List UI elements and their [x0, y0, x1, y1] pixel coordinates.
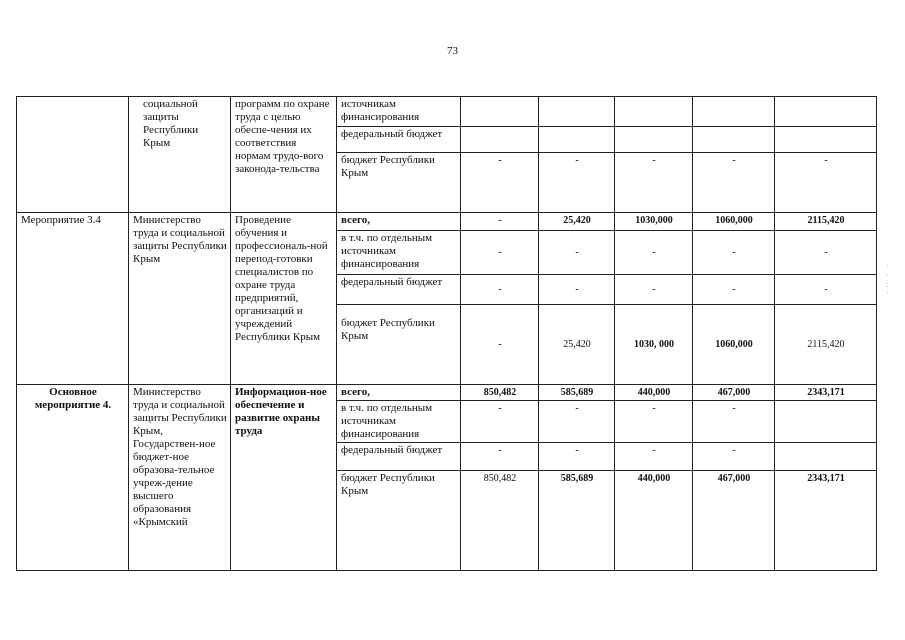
value-cell: - — [693, 401, 775, 443]
value-cell: - — [693, 443, 775, 471]
source-cell: федеральный бюджет — [337, 443, 461, 471]
value-cell: 850,482 — [461, 385, 539, 401]
value-cell: 440,000 — [615, 385, 693, 401]
value-cell: 2115,420 — [775, 213, 877, 231]
value-cell: - — [461, 443, 539, 471]
source-cell: в т.ч. по отдельным источникам финансирования — [337, 401, 461, 443]
description-cell: Проведение обучения и профессиональ-ной перепод-готовки специалистов по охране труда предприятий, организаций и учреждений Республики Крым — [231, 213, 337, 385]
executor-cell: социальной защиты Республики Крым — [129, 97, 231, 213]
value-cell: 2115,420 — [775, 305, 877, 385]
value-cell: - — [539, 401, 615, 443]
source-cell: федеральный бюджет — [337, 275, 461, 305]
source-total-cell: всего, — [337, 385, 461, 401]
description-cell: программ по охране труда с целью обеспе-чения их соответствия нормам трудо-вого законода-тельства — [231, 97, 337, 213]
program-activities-table — [16, 96, 877, 571]
value-cell: - — [461, 153, 539, 213]
value-cell: - — [461, 275, 539, 305]
page-number: 73 — [447, 45, 458, 57]
value-cell: 1060,000 — [693, 213, 775, 231]
source-cell: в т.ч. по отдельным источникам финансирования — [337, 231, 461, 275]
value-cell: 2343,171 — [775, 471, 877, 571]
source-cell: бюджет Республики Крым — [337, 305, 461, 385]
value-cell: - — [615, 275, 693, 305]
value-cell: - — [539, 275, 615, 305]
value-cell: 25,420 — [539, 213, 615, 231]
executor-cell: Министерство труда и социальной защиты Республики Крым — [129, 213, 231, 385]
description-cell: Информацион-ное обеспечение и развитие охраны труда — [231, 385, 337, 571]
value-cell: - — [539, 153, 615, 213]
value-cell: 585,689 — [539, 471, 615, 571]
value-cell: - — [539, 443, 615, 471]
value-cell: - — [775, 275, 877, 305]
table-row — [17, 97, 877, 127]
value-cell: - — [693, 231, 775, 275]
value-cell: - — [693, 275, 775, 305]
value-cell: - — [461, 401, 539, 443]
value-cell: - — [775, 231, 877, 275]
executor-cell: Министерство труда и социальной защиты Республики Крым, Государствен-ное бюджет-ное образова-тельное учреж-дение высшего образования «Крымский — [129, 385, 231, 571]
value-cell: 1030, 000 — [615, 305, 693, 385]
value-cell: - — [539, 231, 615, 275]
value-cell: 2343,171 — [775, 385, 877, 401]
event-cell: Основное мероприятие 4. — [17, 385, 129, 571]
table-row — [17, 385, 877, 401]
event-cell: Мероприятие 3.4 — [17, 213, 129, 385]
scan-artifact: · · : · — [886, 261, 889, 298]
value-cell: 1030,000 — [615, 213, 693, 231]
value-cell: - — [461, 305, 539, 385]
source-cell: бюджет Республики Крым — [337, 471, 461, 571]
value-cell: 440,000 — [615, 471, 693, 571]
value-cell: - — [775, 153, 877, 213]
value-cell: - — [461, 231, 539, 275]
value-cell: 25,420 — [539, 305, 615, 385]
table-row — [17, 213, 877, 231]
source-cell: федеральный бюджет — [337, 127, 461, 153]
source-cell: источникам финансирования — [337, 97, 461, 127]
value-cell: - — [461, 213, 539, 231]
value-cell — [775, 443, 877, 471]
source-total-cell: всего, — [337, 213, 461, 231]
value-cell: 467,000 — [693, 471, 775, 571]
value-cell: - — [615, 153, 693, 213]
value-cell — [775, 401, 877, 443]
value-cell: 850,482 — [461, 471, 539, 571]
value-cell: - — [615, 401, 693, 443]
value-cell: - — [693, 153, 775, 213]
value-cell: 585,689 — [539, 385, 615, 401]
source-cell: бюджет Республики Крым — [337, 153, 461, 213]
event-cell — [17, 97, 129, 213]
value-cell: 1060,000 — [693, 305, 775, 385]
value-cell: - — [615, 443, 693, 471]
value-cell: 467,000 — [693, 385, 775, 401]
value-cell: - — [615, 231, 693, 275]
